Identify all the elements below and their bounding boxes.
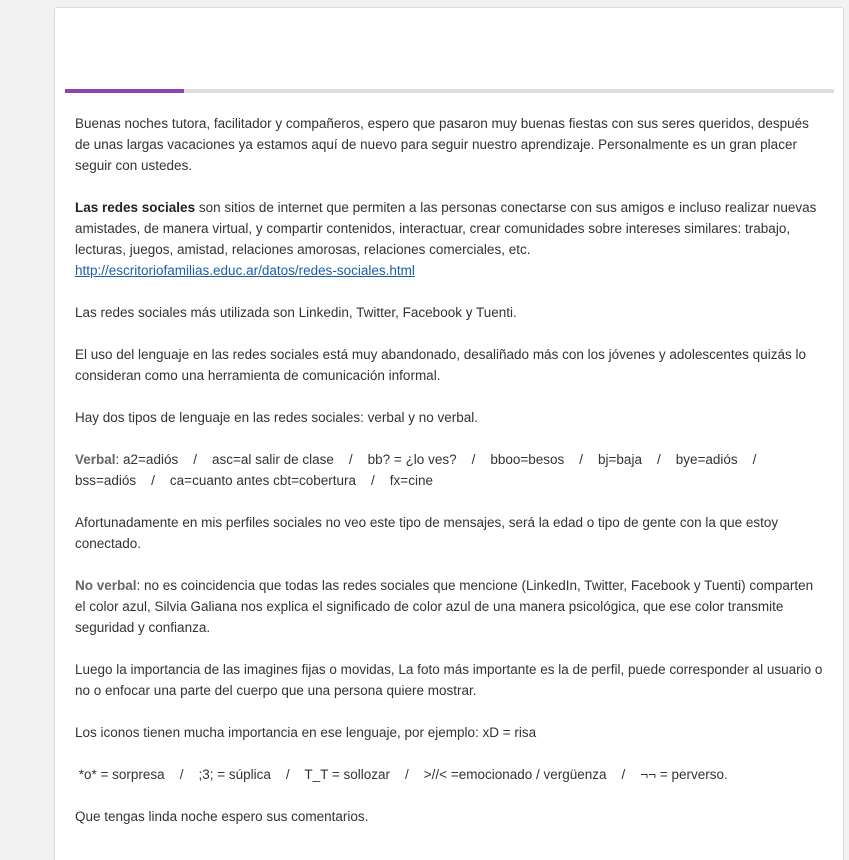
definition-text: son sitios de internet que permiten a las personas conectarse con sus amigos e incluso realizar nuevas amistades, de manera virtual, y compartir contenidos, interactuar, crear comunidades sobre intereses similares: trabajo, lecturas, juegos, amistad, relaciones amorosas, relaciones comerciales, etc. bbox=[75, 200, 817, 257]
term-verbal: Verbal bbox=[75, 452, 116, 467]
paragraph-language-types: Hay dos tipos de lenguaje en las redes sociales: verbal y no verbal. bbox=[75, 410, 478, 425]
paragraph-icons: Los iconos tienen mucha importancia en ese lenguaje, por ejemplo: xD = risa bbox=[75, 725, 537, 740]
progress-bar bbox=[65, 89, 834, 93]
paragraph-non-verbal bbox=[75, 575, 825, 638]
progress-bar-fill bbox=[65, 89, 184, 93]
paragraph-definition bbox=[75, 197, 825, 281]
post-card bbox=[54, 7, 844, 860]
paragraph-profiles: Afortunadamente en mis perfiles sociales no veo este tipo de mensajes, será la edad o tipo de gente con la que estoy conectado. bbox=[75, 515, 779, 551]
paragraph-images: Luego la importancia de las imagines fijas o movidas, La foto más importante es la de perfil, puede corresponder al usuario o no o enfocar una parte del cuerpo que una persona quiere mostrar. bbox=[75, 662, 823, 698]
reference-link[interactable]: http://escritoriofamilias.educ.ar/datos/redes-sociales.html bbox=[75, 263, 415, 278]
term-no-verbal: No verbal bbox=[75, 578, 137, 593]
paragraph-greeting: Buenas noches tutora, facilitador y compañeros, espero que pasaron muy buenas fiestas con sus seres queridos, después de unas largas vacaciones ya estamos aquí de nuevo para seguir nuestro aprendizaje. Personalmente es un gran placer seguir con ustedes. bbox=[75, 116, 809, 173]
paragraph-most-used: Las redes sociales más utilizada son Linkedin, Twitter, Facebook y Tuenti. bbox=[75, 305, 517, 320]
paragraph-language-use: El uso del lenguaje en las redes sociales está muy abandonado, desaliñado más con los jóvenes y adolescentes quizás lo consideran como una herramienta de comunicación informal. bbox=[75, 347, 806, 383]
paragraph-closing: Que tengas linda noche espero sus comentarios. bbox=[75, 809, 369, 824]
paragraph-emoticons: *o* = sorpresa / ;3; = súplica / T_T = sollozar / >//< =emocionado / vergüenza / ¬¬ = perverso. bbox=[75, 767, 728, 782]
paragraph-verbal bbox=[75, 449, 825, 491]
post-body bbox=[75, 113, 825, 848]
non-verbal-text: : no es coincidencia que todas las redes sociales que mencione (LinkedIn, Twitter, Facebook y Tuenti) comparten el color azul, Silvia Galiana nos explica el significado de color azul de una manera psicológica, que ese color transmite seguridad y confianza. bbox=[75, 578, 814, 635]
term-redes-sociales: Las redes sociales bbox=[75, 200, 196, 215]
verbal-examples: : a2=adiós / asc=al salir de clase / bb? = ¿lo ves? / bboo=besos / bj=baja / bye=adiós / bss=adiós / ca=cuanto antes cbt=cobertura / fx=cine bbox=[75, 452, 772, 488]
